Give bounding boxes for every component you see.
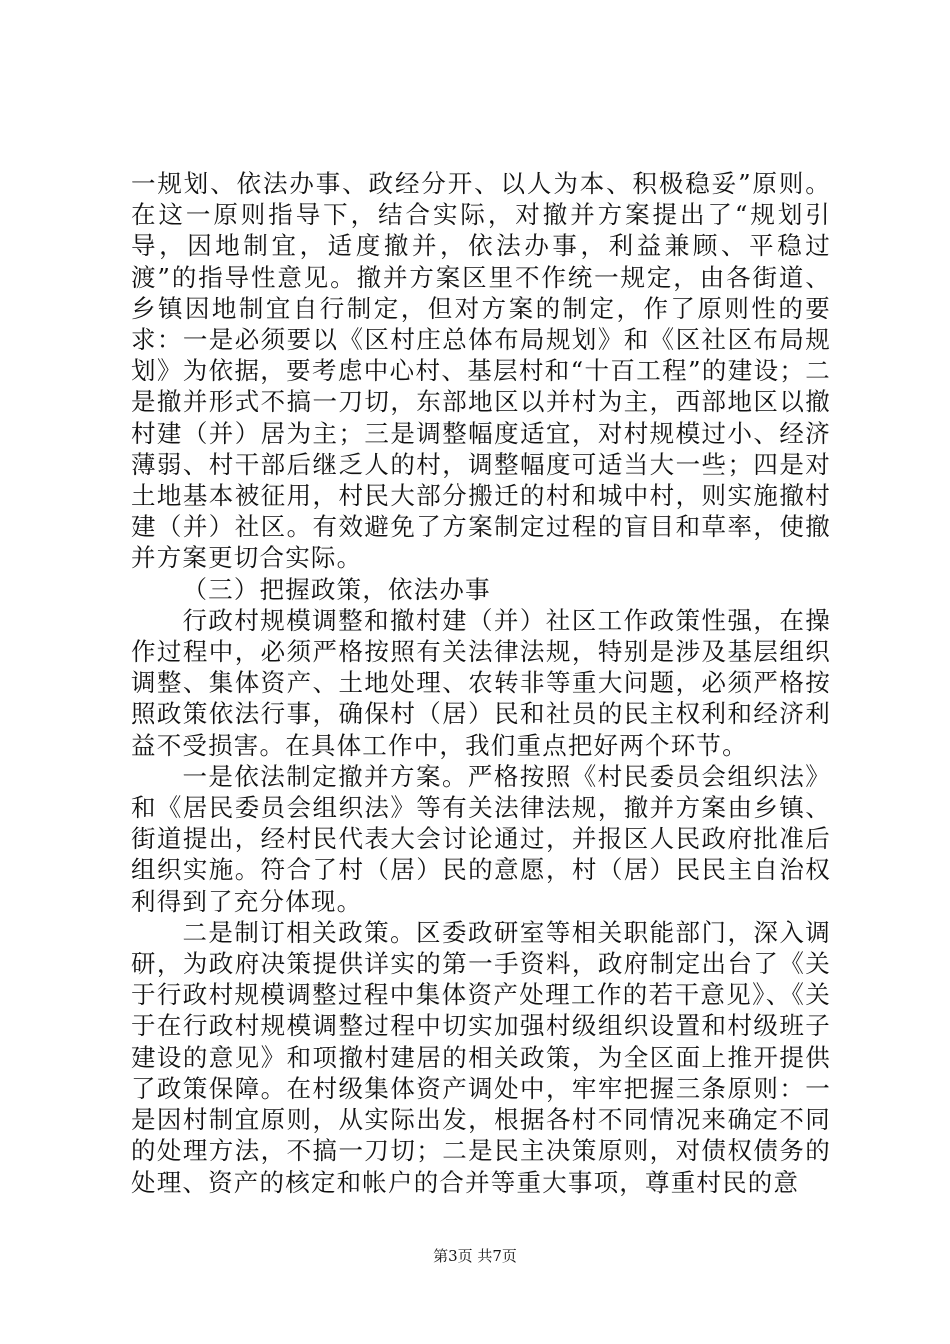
- page-footer: 第3页 共7页: [433, 1247, 517, 1265]
- document-body: [131, 168, 831, 1198]
- paragraph-3: 行政村规模调整和撤村建（并）社区工作政策性强，在操作过程中，必须严格按照有关法律法规，特别是涉及基层组织调整、集体资产、土地处理、农转非等重大问题，必须严格按照政策依法行事，确保村（居）民和社员的民主权利和经济利益不受损害。在具体工作中，我们重点把好两个环节。: [131, 605, 831, 760]
- section-heading: （三）把握政策，依法办事: [182, 574, 491, 604]
- paragraph-4: 一是依法制定撤并方案。严格按照《村民委员会组织法》和《居民委员会组织法》等有关法律法规，撤并方案由乡镇、街道提出，经村民代表大会讨论通过，并报区人民政府批准后组织实施。符合了村（居）民的意愿，村（居）民民主自治权利得到了充分体现。: [131, 761, 831, 916]
- paragraph-5: 二是制订相关政策。区委政研室等相关职能部门，深入调研，为政府决策提供详实的第一手资料，政府制定出台了《关于行政村规模调整过程中集体资产处理工作的若干意见》、《关于在行政村规模调整过程中切实加强村级组织设置和村级班子建设的意见》和项撤村建居的相关政策，为全区面上推开提供了政策保障。在村级集体资产调处中，牢牢把握三条原则：一是因村制宜原则，从实际出发，根据各村不同情况来确定不同的处理方法，不搞一刀切；二是民主决策原则，对债权债务的处理、资产的核定和帐户的合并等重大事项，尊重村民的意: [131, 917, 831, 1197]
- paragraph-1: 一规划、依法办事、政经分开、以人为本、积极稳妥”原则。在这一原则指导下，结合实际，对撤并方案提出了“规划引导，因地制宜，适度撤并，依法办事，利益兼顾、平稳过渡”的指导性意见。撤并方案区里不作统一规定，由各街道、乡镇因地制宜自行制定，但对方案的制定，作了原则性的要求：一是必须要以《区村庄总体布局规划》和《区社区布局规划》为依据，要考虑中心村、基层村和“十百工程”的建设；二是撤并形式不搞一刀切，东部地区以并村为主，西部地区以撤村建（并）居为主；三是调整幅度适宜，对村规模过小、经济薄弱、村干部后继乏人的村，调整幅度可适当大一些；四是对土地基本被征用，村民大部分搬迁的村和城中村，则实施撤村建（并）社区。有效避免了方案制定过程的盲目和草率，使撤并方案更切合实际。: [131, 169, 831, 573]
